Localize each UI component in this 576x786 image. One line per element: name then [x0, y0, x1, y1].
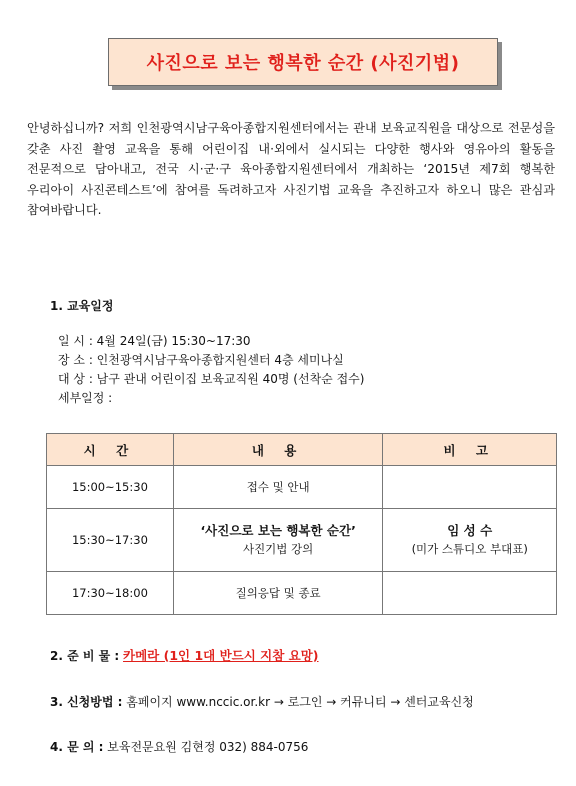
section2-value: 카메라 (1인 1대 반드시 지참 요망)	[123, 648, 319, 663]
header-note: 비 고	[383, 434, 557, 466]
page-title: 사진으로 보는 행복한 순간 (사진기법)	[146, 53, 460, 74]
row-note	[383, 509, 557, 572]
row-content: 질의응답 및 종료	[173, 572, 383, 615]
section4	[50, 738, 308, 755]
section2	[50, 646, 319, 664]
intro-paragraph: 안녕하십니까? 저희 인천광역시남구육아종합지원센터에서는 관내 보육교직원을 대상으로 전문성을 갖춘 사진 촬영 교육을 통해 어린이집 내·외에서 실시되는 다양한 행사와 영유아의 활동을 전문적으로 담아내고, 전국 시·군·구 육아종합지원센터에서 개최하는 ‘2015년 제7회 행복한 우리아이 사진콘테스트’에 참여를 독려하고자 사진기법 교육을 추진하고자 하오니 많은 관심과 참여바랍니다.	[27, 121, 555, 218]
header-time: 시 간	[47, 434, 174, 466]
title-box	[108, 38, 498, 86]
header-content: 내 용	[173, 434, 383, 466]
row-note	[383, 572, 557, 615]
lecture-title: ‘사진으로 보는 행복한 순간’	[200, 523, 356, 538]
section3-value: 홈페이지 www.nccic.or.kr → 로그인 → 커뮤니티 → 센터교육신청	[126, 695, 474, 709]
info-detail: 세부일정 :	[58, 391, 113, 405]
section2-label: 2. 준 비 물 :	[50, 649, 120, 663]
section3	[50, 693, 474, 710]
table-header-row	[47, 434, 557, 466]
section4-value: 보육전문요원 김현정 032) 884-0756	[107, 740, 309, 754]
info-date: 일 시 : 4월 24일(금) 15:30~17:30	[58, 334, 251, 348]
table-row	[47, 466, 557, 509]
row-note	[383, 466, 557, 509]
row-content: 접수 및 안내	[173, 466, 383, 509]
info-target: 대 상 : 남구 관내 어린이집 보육교직원 40명 (선착순 접수)	[58, 372, 365, 386]
section3-label: 3. 신청방법 :	[50, 695, 123, 709]
table-row	[47, 509, 557, 572]
section4-label: 4. 문 의 :	[50, 740, 104, 754]
table-row	[47, 572, 557, 615]
row-time: 17:30~18:00	[47, 572, 174, 615]
row-time: 15:30~17:30	[47, 509, 174, 572]
lecture-subtitle: 사진기법 강의	[242, 542, 314, 556]
section1-heading: 1. 교육일정	[50, 299, 114, 313]
instructor-affiliation: (미가 스튜디오 부대표)	[411, 542, 528, 556]
schedule-info	[58, 332, 364, 408]
row-content	[173, 509, 383, 572]
info-place: 장 소 : 인천광역시남구육아종합지원센터 4층 세미나실	[58, 353, 344, 367]
row-time: 15:00~15:30	[47, 466, 174, 509]
schedule-table	[46, 433, 557, 615]
instructor-name: 임 성 수	[447, 523, 493, 538]
